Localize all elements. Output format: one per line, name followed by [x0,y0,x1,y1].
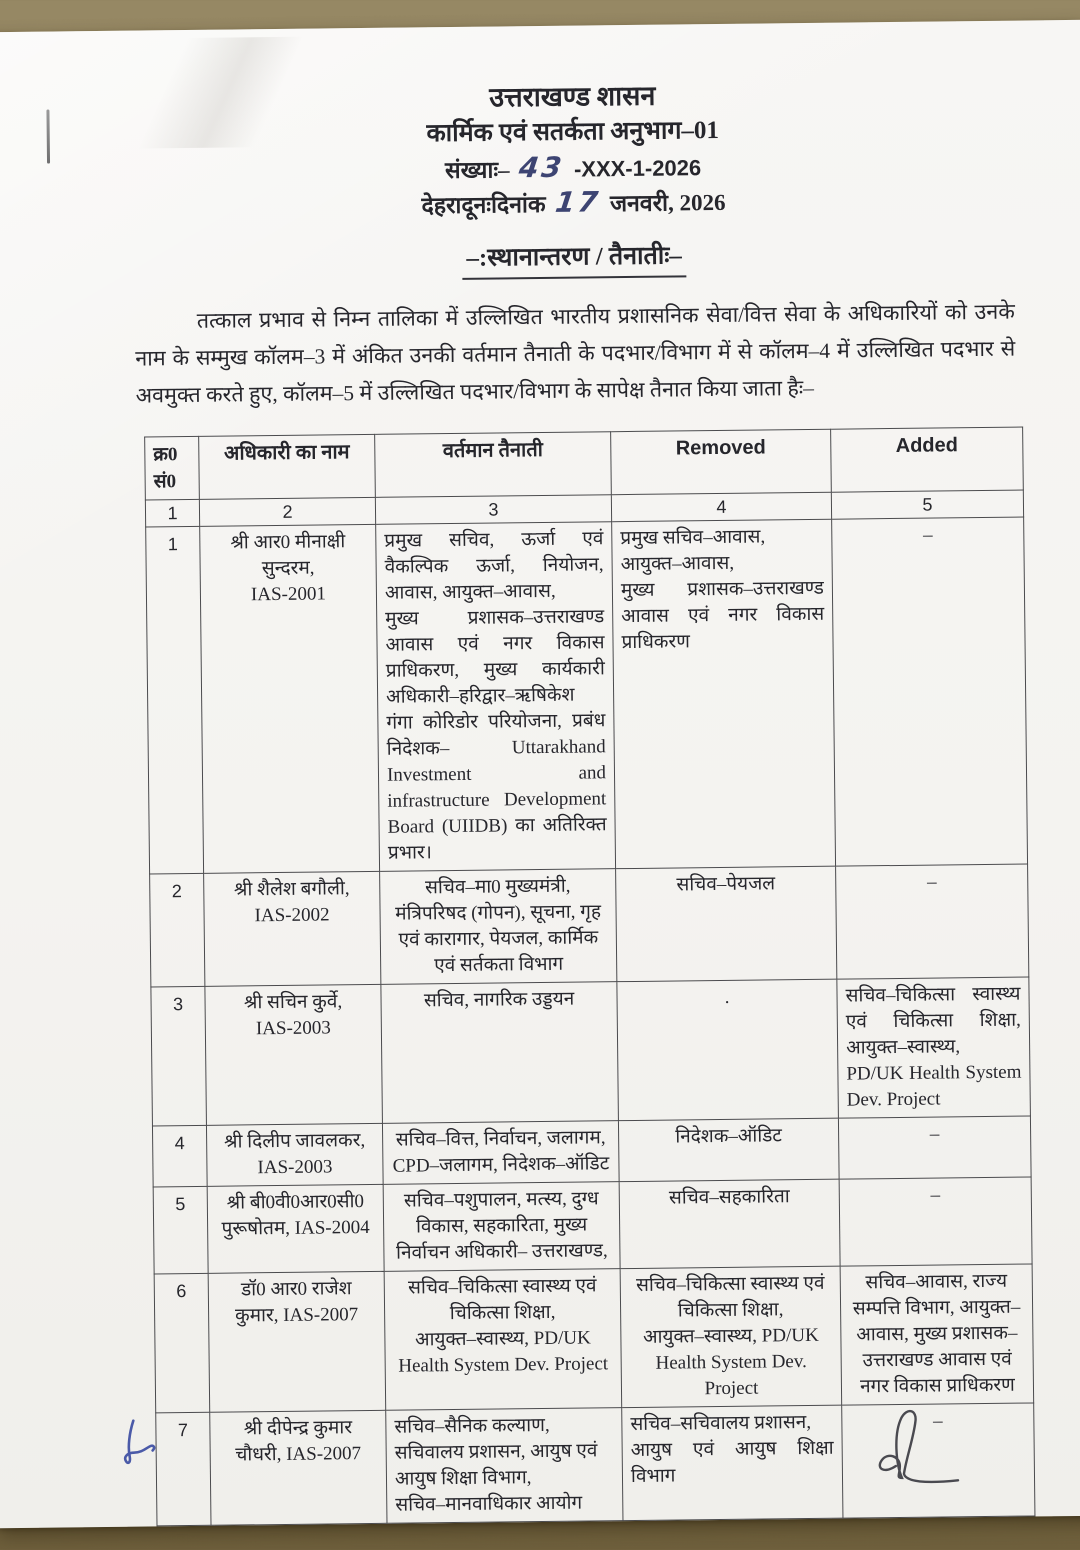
transfer-table-body [146,517,1035,1526]
table-header-row [145,427,1024,500]
header-serial: क्र0 सं0 [145,436,200,500]
handwritten-date: 17 [553,185,603,219]
transfer-posting-table [144,426,1035,1526]
header-officer-name: अधिकारी का नाम [199,434,376,499]
date-label: देहरादूनःदिनांक [421,191,546,219]
cell-added: – [839,1176,1032,1265]
cell-serial: 5 [153,1186,208,1274]
cell-current-posting: सचिव–पशुपालन, मत्स्य, दुग्ध विकास, सहकारिता, मुख्य निर्वाचन अधिकारी– उत्तराखण्ड, [383,1181,620,1271]
cell-removed: सचिव–पेयजल [616,866,837,981]
letter-number-line [133,149,1013,187]
header-current-posting: वर्तमान तैनाती [375,431,612,497]
order-paragraph: तत्काल प्रभाव से निम्न तालिका में उल्लिखित भारतीय प्रशासनिक सेवा/वित्त सेवा के अधिकारियों को उनके नाम के सम्मुख कॉलम–3 में अंकित उनकी वर्तमान तैनाती के पदभार/विभाग में से कॉलम–4 में उल्लिखित पदभार से अवमुक्त करते हुए, कॉलम–5 में उल्लिखित पदभार/विभाग के सापेक्ष तैनात किया जाता हैः– [135,299,1016,408]
column-number: 1 [145,499,199,527]
cell-current-posting: सचिव–मा0 मुख्यमंत्री, मंत्रिपरिषद (गोपन), सूचना, गृह एवं कारागार, पेयजल, कार्मिक एवं सर्तकता विभाग [380,868,617,984]
subject-heading: –:स्थानान्तरण / तैनातीः– [134,234,1014,284]
stray-pen-mark [46,110,50,164]
corner-initial-mark [115,1412,172,1477]
header-added: Added [831,427,1024,492]
table-row [151,976,1031,1125]
government-name: उत्तराखण्ड शासन [489,80,656,113]
cell-added: – [832,517,1028,866]
column-number: 5 [831,490,1023,519]
cell-removed: प्रमुख सचिव–आवास, आयुक्त–आवास, मुख्य प्रशासक–उत्तराखण्ड आवास एवं नगर विकास प्राधिकरण [612,519,836,868]
cell-removed: सचिव–चिकित्सा स्वास्थ्य एवं चिकित्सा शिक्षा, आयुक्त–स्वास्थ्य, PD/UK Health System Dev. Project [620,1266,842,1407]
cell-current-posting: सचिव–वित्त, निर्वाचन, जलागम, CPD–जलागम, निदेशक–ऑडिट [382,1120,619,1184]
date-month: जनवरी, 2026 [609,189,726,217]
cell-added: – [836,863,1029,978]
header-removed: Removed [611,429,832,494]
cell-removed: . [617,979,839,1120]
cell-removed: सचिव–सचिवालय प्रशासन, आयुष एवं आयुष शिक्षा विभाग [622,1405,843,1520]
letter-number-printed: -XXX-1-2026 [573,155,702,182]
table-row [152,1115,1031,1186]
cell-added: – [842,1402,1035,1517]
cell-serial: 1 [146,526,204,874]
number-label: संख्याः– [444,157,510,184]
place-date-line [133,184,1013,222]
cell-serial: 3 [151,986,207,1126]
column-number: 3 [375,494,611,524]
handwritten-letter-number: 43 [517,150,567,185]
cell-officer-name: श्री आर0 मीनाक्षी सुन्दरम, IAS-2001 [200,524,380,873]
cell-serial: 6 [154,1273,210,1413]
cell-current-posting: सचिव–चिकित्सा स्वास्थ्य एवं चिकित्सा शिक्षा, आयुक्त–स्वास्थ्य, PD/UK Health System Dev. Project [384,1268,622,1410]
table-row [153,1176,1032,1273]
cell-serial: 2 [150,873,205,987]
department-section-line: कार्मिक एवं सतर्कता अनुभाग–01 [426,116,720,148]
cell-current-posting: सचिव, नागरिक उड्डयन [381,981,619,1123]
table-row [146,517,1028,874]
cell-current-posting: सचिव–सैनिक कल्याण, सचिवालय प्रशासन, आयुष एवं आयुष शिक्षा विभाग, सचिव–मानवाधिकार आयोग [386,1407,623,1523]
cell-officer-name: डॉ0 आर0 राजेश कुमार, IAS-2007 [208,1271,386,1412]
document-content [132,79,1028,1526]
document-sheet [0,20,1080,1528]
cell-officer-name: श्री शैलेश बगौली, IAS-2002 [204,871,381,986]
letterhead [132,79,1013,222]
cell-added: – [838,1115,1031,1178]
column-number: 4 [611,492,831,521]
cell-added: सचिव–आवास, राज्य सम्पत्ति विभाग, आयुक्त– आवास, मुख्य प्रशासक– उत्तराखण्ड आवास एवं नगर विकास प्राधिकरण [840,1263,1034,1404]
table-row [150,863,1029,986]
cell-officer-name: श्री बी0वी0आर0सी0 पुरूषोतम, IAS-2004 [207,1184,384,1273]
cell-current-posting: प्रमुख सचिव, ऊर्जा एवं वैकल्पिक ऊर्जा, नियोजन, आवास, आयुक्त–आवास, मुख्य प्रशासक–उत्तराखण्ड आवास एवं नगर विकास प्राधिकरण, मुख्य कार्यकारी अधिकारी–हरिद्वार–ऋषिकेश गंगा कोरिडोर परियोजना, प्रबंध निदेशक– Uttarakhand Investment and infrastructure Development Board (UIIDB) का अतिरिक्त प्रभार। [376,521,616,871]
cell-serial: 4 [152,1125,207,1187]
cell-officer-name: श्री दिलीप जावलकर, IAS-2003 [206,1123,383,1186]
cell-removed: निदेशक–ऑडिट [618,1118,839,1181]
cell-officer-name: श्री सचिन कुर्वे, IAS-2003 [205,984,383,1125]
cell-serial: 7 [156,1412,211,1526]
cell-removed: सचिव–सहकारिता [619,1179,840,1268]
cell-added: सचिव–चिकित्सा स्वास्थ्य एवं चिकित्सा शिक्षा, आयुक्त–स्वास्थ्य, PD/UK Health System Dev. Project [837,976,1031,1117]
table-row [154,1263,1034,1412]
cell-officer-name: श्री दीपेन्द्र कुमार चौधरी, IAS-2007 [210,1410,387,1525]
signature-mark [865,1403,996,1494]
column-number: 2 [199,497,375,526]
